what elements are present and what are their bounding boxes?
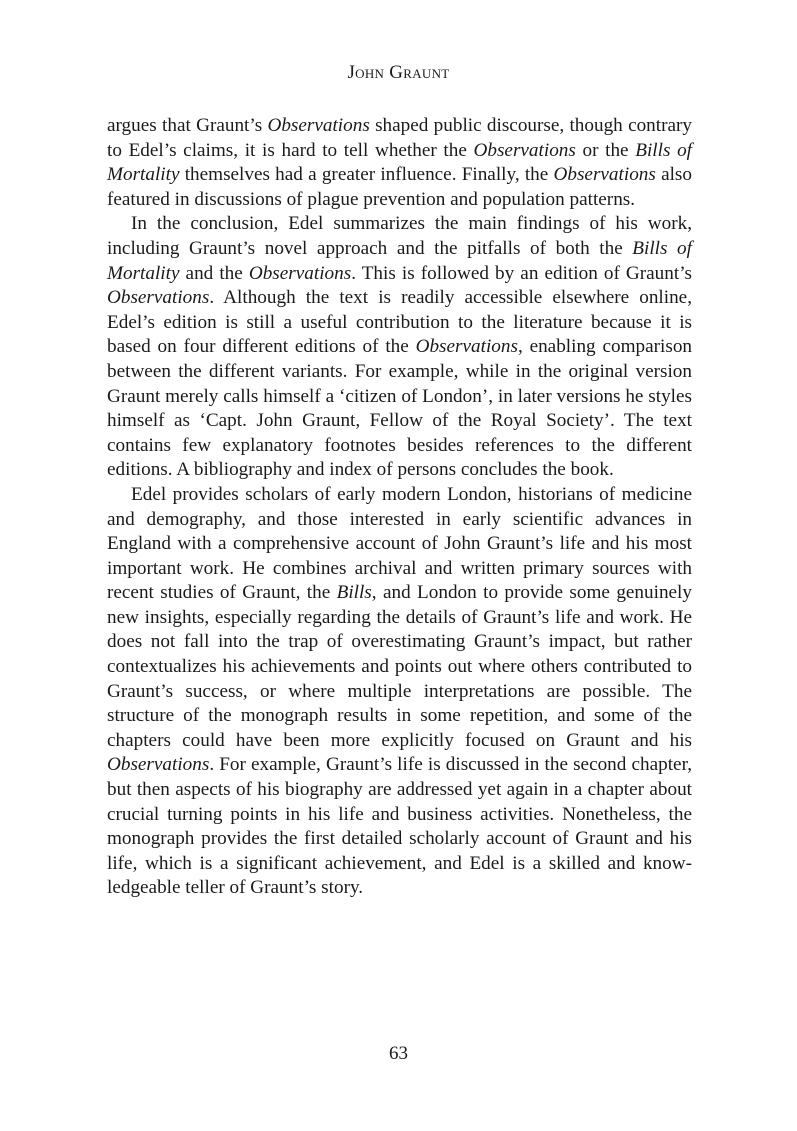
text-run: Edel provides scholars of early modern London, historians of medicine and demography, and those interested in early scientific advances in England with a comprehensive account of John Graunt’s life and his most important work. He combines archival and written primary sources with recent studies of Graunt, the [107, 483, 692, 604]
text-run: argues that Graunt’s [107, 115, 268, 136]
italic-title: Bills [336, 582, 372, 604]
paragraph [107, 212, 692, 483]
text-run: . Although the text is readily accessible elsewhere online, Edel’s edition is still a useful contribution to the literature because it is based on four different editions of the [107, 287, 692, 358]
paragraph [107, 114, 692, 212]
italic-title: Observations [267, 115, 370, 136]
text-run: . This is followed by an edition of Graunt’s [351, 262, 692, 284]
running-head: John Graunt [347, 62, 450, 83]
text-run: . For example, Graunt’s life is discussed in the second chapter, but then aspects of his biography are addressed yet again in a chapter about crucial turning points in his life and business activities. Nonetheless, the monograph provides the first detailed scholarly account of Graunt and his life, which is a significant achievement, and Edel is a skilled and knowledgeable teller of Graunt’s story. [107, 754, 692, 899]
body-text [107, 114, 692, 901]
italic-title: Observations [415, 336, 518, 358]
text-run: also featured in discussions of plague prevention and population patterns. [107, 164, 692, 210]
text-run: themselves had a greater influence. Finally, the [179, 164, 554, 186]
italic-title: Observations [107, 287, 210, 309]
text-run: or the [575, 139, 636, 161]
italic-title: Bills of Mortality [107, 139, 692, 186]
text-run: , and London to provide some genuinely new insights, especially regarding the details of Graunt’s life and work. He does not fall into the trap of overestimating Graunt’s impact, but rather contextualizes his achievements and points out where others contributed to Graunt’s success, or where multiple interpretations are possible. The structure of the monograph results in some repetition, and some of the chapters could have been more explicitly focused on Graunt and his [107, 582, 692, 751]
italic-title: Observations [553, 164, 656, 186]
text-run: shaped public discourse, though contrary to Edel’s claims, it is hard to tell whether the [107, 115, 692, 161]
text-run: In the conclusion, Edel summarizes the main findings of his work, including Graunt’s novel approach and the pitfalls of both the [107, 213, 692, 259]
italic-title: Observations [473, 139, 576, 161]
paragraph [107, 483, 692, 901]
text-run: and the [179, 262, 249, 284]
text-run: , enabling comparison between the different variants. For example, while in the original version Graunt merely calls himself a ‘citizen of London’, in later versions he styles himself as ‘Capt. John Graunt, Fellow of the Royal Society’. The text contains few explanatory footnotes besides references to the different editions. A bibliography and index of persons concludes the book. [107, 336, 693, 481]
italic-title: Observations [248, 262, 352, 284]
page-number: 63 [389, 1043, 408, 1064]
italic-title: Bills of Mortality [107, 237, 692, 284]
italic-title: Observations [107, 754, 210, 776]
